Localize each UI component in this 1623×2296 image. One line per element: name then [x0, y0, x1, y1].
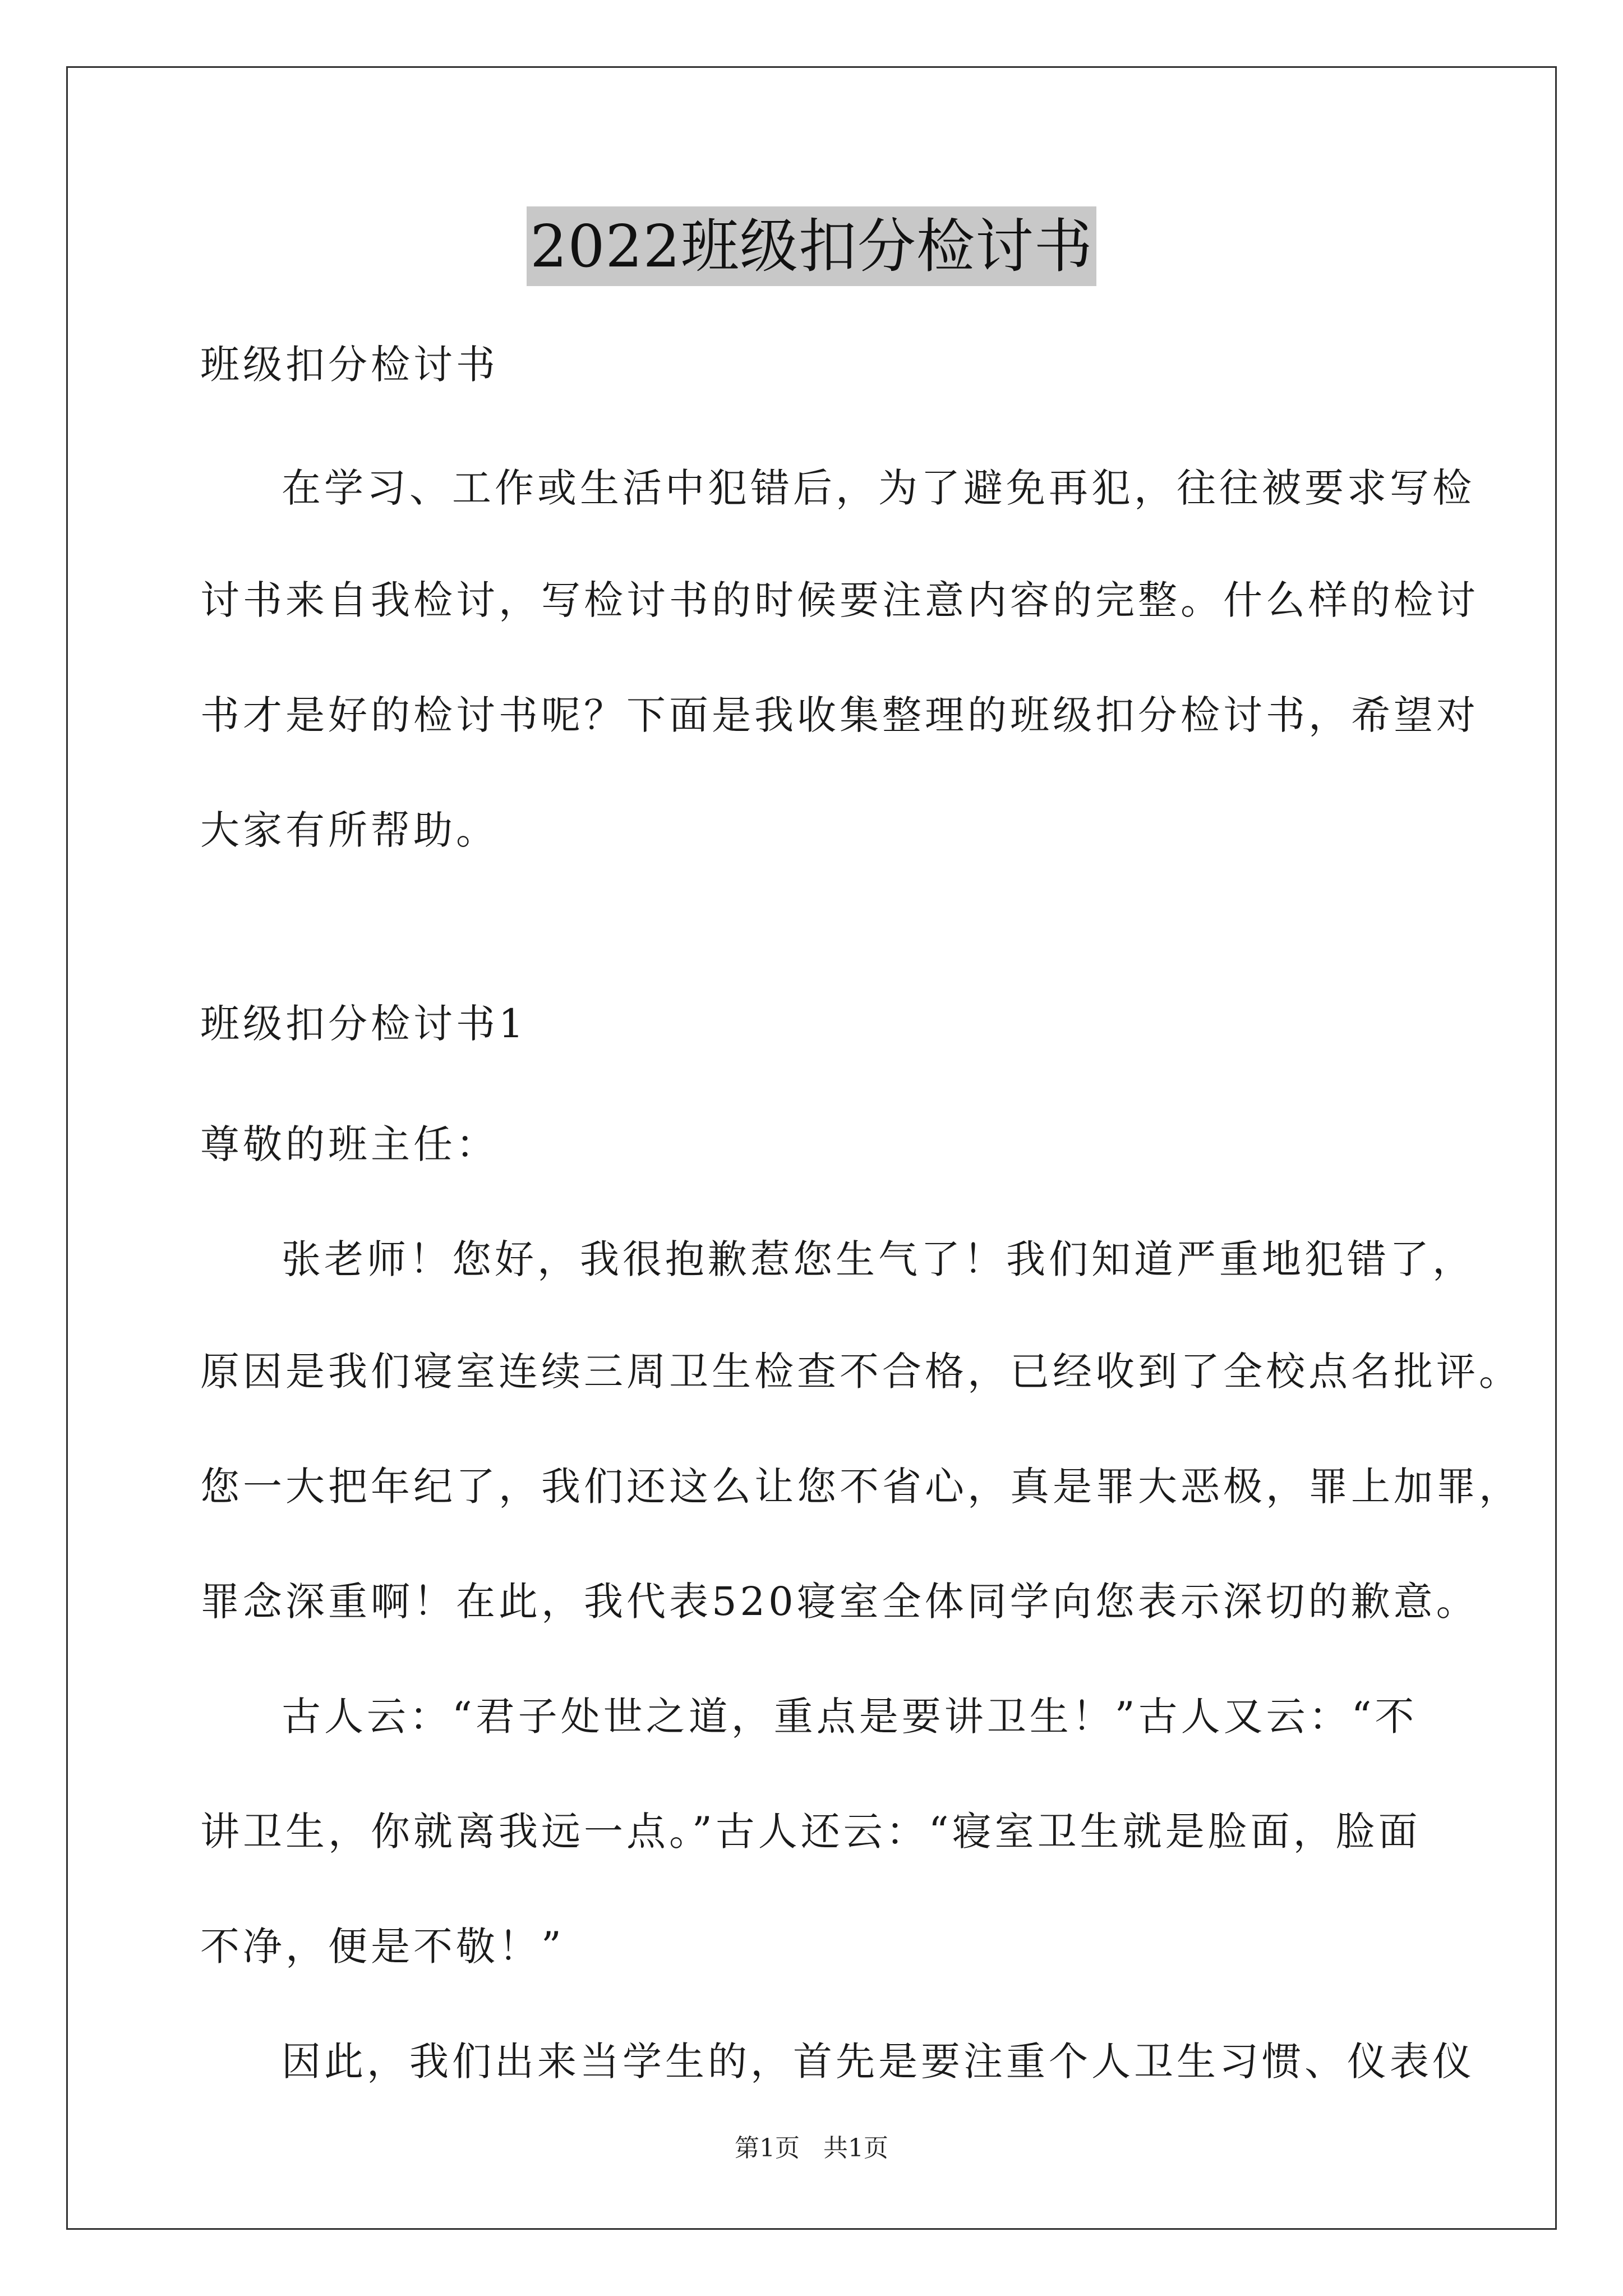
paragraph-line: 罪念深重啊！在此，我代表520寝室全体同学向您表示深切的歉意。	[200, 1579, 1479, 1625]
paragraph-line: 班级扣分检讨书	[200, 342, 499, 388]
paragraph-line: 书才是好的检讨书呢？下面是我收集整理的班级扣分检讨书，希望对	[200, 692, 1479, 738]
page-number-total: 共1页	[823, 2134, 888, 2162]
paragraph-line: 您一大把年纪了，我们还这么让您不省心，真是罪大恶极，罪上加罪，	[200, 1464, 1521, 1510]
paragraph-line: 班级扣分检讨书1	[200, 1001, 527, 1047]
paragraph-line: 古人云：“君子处世之道，重点是要讲卫生！”古人又云：“不	[282, 1694, 1418, 1740]
page-number-current: 第1页	[735, 2134, 800, 2162]
paragraph-line: 原因是我们寝室连续三周卫生检查不合格，已经收到了全校点名批评。	[200, 1349, 1521, 1395]
document-title: 2022班级扣分检讨书	[527, 206, 1096, 286]
paragraph-line: 不净，便是不敬！”	[200, 1924, 565, 1970]
paragraph-line: 因此，我们出来当学生的，首先是要注重个人卫生习惯、仪表仪	[282, 2039, 1475, 2085]
page-footer	[0, 2132, 1623, 2165]
paragraph-line: 尊敬的班主任：	[200, 1121, 499, 1167]
paragraph-line: 张老师！您好，我很抱歉惹您生气了！我们知道严重地犯错了，	[282, 1236, 1475, 1282]
paragraph-line: 讲卫生，你就离我远一点。”古人还云：“寝室卫生就是脸面，脸面	[200, 1809, 1421, 1855]
title-wrap	[0, 206, 1623, 286]
paragraph-line: 讨书来自我检讨，写检讨书的时候要注意内容的完整。什么样的检讨	[200, 577, 1479, 623]
paragraph-line: 大家有所帮助。	[200, 807, 499, 853]
paragraph-line: 在学习、工作或生活中犯错后，为了避免再犯，往往被要求写检	[282, 465, 1475, 511]
